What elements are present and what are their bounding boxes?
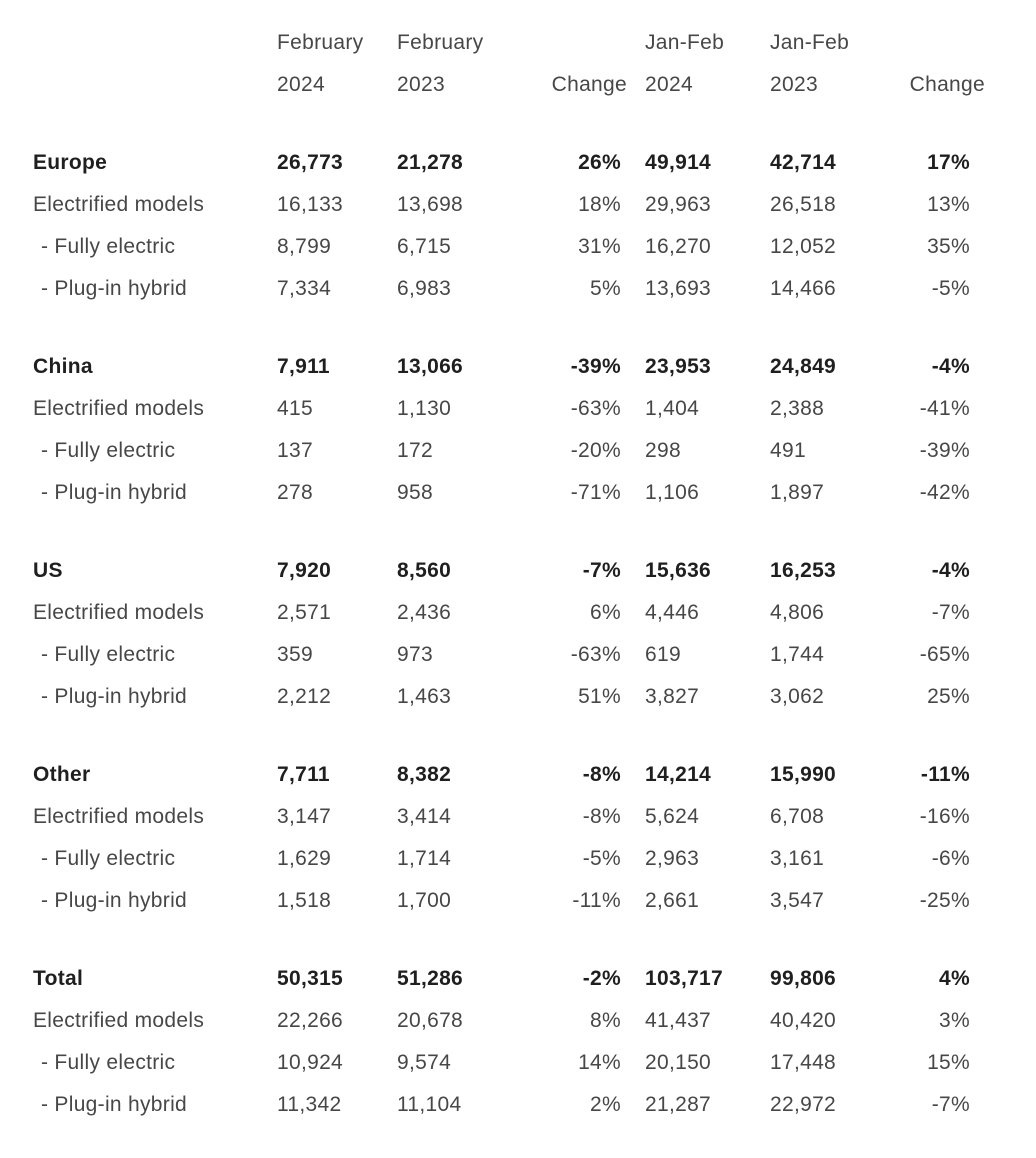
section-spacer xyxy=(33,514,985,550)
cell-change-janfeb: -11% xyxy=(920,763,970,786)
detail-row xyxy=(33,838,985,880)
table-body xyxy=(33,106,985,1126)
cell-feb-2024: 1,629 xyxy=(277,847,332,870)
cell-janfeb-2024: 1,106 xyxy=(645,481,700,504)
cell-feb-2023: 21,278 xyxy=(397,151,464,174)
cell-janfeb-2024: 3,827 xyxy=(645,685,700,708)
cell-janfeb-2023: 3,161 xyxy=(770,847,825,870)
cell-janfeb-2024: 2,661 xyxy=(645,889,700,912)
detail-row xyxy=(33,880,985,922)
cell-change-janfeb: -7% xyxy=(931,601,970,624)
section-spacer xyxy=(33,718,985,754)
header-janfeb-2024-period: Jan-Feb xyxy=(645,31,725,54)
cell-feb-2024: 278 xyxy=(277,481,313,504)
cell-change-feb: -39% xyxy=(570,355,621,378)
detail-row xyxy=(33,388,985,430)
row-label: Electrified models xyxy=(33,805,205,828)
cell-feb-2023: 6,715 xyxy=(397,235,452,258)
cell-janfeb-2023: 14,466 xyxy=(770,277,837,300)
row-label: Electrified models xyxy=(33,193,205,216)
cell-change-feb: -7% xyxy=(582,559,621,582)
cell-janfeb-2024: 23,953 xyxy=(645,355,712,378)
cell-janfeb-2024: 21,287 xyxy=(645,1093,712,1116)
cell-feb-2024: 3,147 xyxy=(277,805,332,828)
cell-janfeb-2024: 298 xyxy=(645,439,681,462)
cell-feb-2024: 1,518 xyxy=(277,889,332,912)
cell-janfeb-2024: 619 xyxy=(645,643,681,666)
cell-feb-2023: 8,560 xyxy=(397,559,452,582)
row-label: Europe xyxy=(33,151,108,174)
cell-janfeb-2024: 41,437 xyxy=(645,1009,712,1032)
cell-janfeb-2023: 3,547 xyxy=(770,889,825,912)
header-change-feb: Change xyxy=(551,73,627,96)
detail-row xyxy=(33,1084,985,1126)
row-label: - Plug-in hybrid xyxy=(41,481,188,504)
cell-janfeb-2023: 1,897 xyxy=(770,481,825,504)
cell-change-feb: -2% xyxy=(582,967,621,990)
cell-change-feb: 5% xyxy=(590,277,621,300)
detail-row xyxy=(33,592,985,634)
header-janfeb-2023-period: Jan-Feb xyxy=(770,31,850,54)
cell-change-feb: 8% xyxy=(590,1009,621,1032)
cell-feb-2023: 1,700 xyxy=(397,889,452,912)
cell-change-feb: 2% xyxy=(590,1093,621,1116)
region-row-china xyxy=(33,346,985,388)
cell-change-feb: -20% xyxy=(570,439,621,462)
cell-change-janfeb: 35% xyxy=(927,235,970,258)
header-feb-2023-period: February xyxy=(397,31,484,54)
cell-janfeb-2024: 13,693 xyxy=(645,277,712,300)
section-spacer xyxy=(33,106,985,142)
row-label: Electrified models xyxy=(33,1009,205,1032)
detail-row xyxy=(33,634,985,676)
cell-change-janfeb: -42% xyxy=(919,481,970,504)
cell-janfeb-2023: 26,518 xyxy=(770,193,837,216)
cell-janfeb-2024: 49,914 xyxy=(645,151,712,174)
cell-janfeb-2023: 12,052 xyxy=(770,235,837,258)
cell-feb-2023: 51,286 xyxy=(397,967,464,990)
row-label: China xyxy=(33,355,93,378)
cell-janfeb-2024: 16,270 xyxy=(645,235,712,258)
cell-feb-2023: 13,066 xyxy=(397,355,464,378)
cell-change-janfeb: -5% xyxy=(931,277,970,300)
cell-change-feb: -5% xyxy=(582,847,621,870)
header-change-janfeb: Change xyxy=(909,73,985,96)
cell-janfeb-2024: 5,624 xyxy=(645,805,700,828)
cell-feb-2023: 13,698 xyxy=(397,193,464,216)
cell-change-janfeb: -39% xyxy=(919,439,970,462)
cell-feb-2023: 973 xyxy=(397,643,433,666)
cell-janfeb-2024: 103,717 xyxy=(645,967,724,990)
cell-janfeb-2023: 15,990 xyxy=(770,763,837,786)
cell-feb-2024: 137 xyxy=(277,439,313,462)
cell-feb-2023: 8,382 xyxy=(397,763,452,786)
cell-feb-2023: 2,436 xyxy=(397,601,452,624)
cell-change-feb: -71% xyxy=(570,481,621,504)
cell-feb-2024: 50,315 xyxy=(277,967,344,990)
row-label: Total xyxy=(33,967,84,990)
cell-feb-2024: 7,334 xyxy=(277,277,332,300)
cell-janfeb-2024: 29,963 xyxy=(645,193,712,216)
cell-change-feb: -8% xyxy=(582,763,621,786)
cell-janfeb-2024: 2,963 xyxy=(645,847,700,870)
cell-change-feb: -63% xyxy=(570,397,621,420)
cell-change-feb: 14% xyxy=(578,1051,621,1074)
row-label: - Fully electric xyxy=(41,643,176,666)
cell-feb-2023: 20,678 xyxy=(397,1009,464,1032)
cell-janfeb-2024: 14,214 xyxy=(645,763,712,786)
cell-change-feb: 26% xyxy=(578,151,621,174)
cell-change-janfeb: 17% xyxy=(927,151,970,174)
header-change-janfeb-spacer xyxy=(890,22,985,64)
cell-janfeb-2024: 1,404 xyxy=(645,397,700,420)
cell-change-janfeb: -7% xyxy=(931,1093,970,1116)
cell-change-feb: -63% xyxy=(570,643,621,666)
table-header xyxy=(33,22,985,106)
cell-feb-2024: 415 xyxy=(277,397,313,420)
cell-change-janfeb: -41% xyxy=(919,397,970,420)
header-feb-2023-year: 2023 xyxy=(397,73,445,96)
cell-change-feb: 6% xyxy=(590,601,621,624)
cell-janfeb-2023: 99,806 xyxy=(770,967,837,990)
cell-feb-2023: 1,463 xyxy=(397,685,452,708)
cell-janfeb-2024: 20,150 xyxy=(645,1051,712,1074)
cell-change-janfeb: -4% xyxy=(931,559,970,582)
row-label: Electrified models xyxy=(33,397,205,420)
header-feb-2024-year: 2024 xyxy=(277,73,325,96)
cell-change-feb: -8% xyxy=(582,805,621,828)
cell-feb-2024: 26,773 xyxy=(277,151,344,174)
header-row-year xyxy=(33,64,985,106)
region-row-total xyxy=(33,958,985,1000)
cell-feb-2024: 7,911 xyxy=(277,355,330,378)
row-label: - Plug-in hybrid xyxy=(41,277,188,300)
row-label: US xyxy=(33,559,63,582)
cell-janfeb-2024: 15,636 xyxy=(645,559,712,582)
row-label: Electrified models xyxy=(33,601,205,624)
cell-change-janfeb: 4% xyxy=(939,967,970,990)
cell-feb-2024: 22,266 xyxy=(277,1009,344,1032)
row-label: - Plug-in hybrid xyxy=(41,889,188,912)
cell-change-janfeb: 3% xyxy=(939,1009,970,1032)
header-label-spacer xyxy=(33,22,277,64)
cell-change-janfeb: 15% xyxy=(927,1051,970,1074)
cell-change-janfeb: -4% xyxy=(931,355,970,378)
row-label: - Fully electric xyxy=(41,1051,176,1074)
cell-feb-2024: 16,133 xyxy=(277,193,344,216)
cell-feb-2024: 7,920 xyxy=(277,559,332,582)
cell-change-janfeb: 13% xyxy=(927,193,970,216)
cell-feb-2024: 359 xyxy=(277,643,313,666)
cell-feb-2023: 6,983 xyxy=(397,277,452,300)
cell-feb-2024: 2,212 xyxy=(277,685,332,708)
header-janfeb-2024-year: 2024 xyxy=(645,73,693,96)
cell-change-janfeb: -65% xyxy=(919,643,970,666)
cell-feb-2024: 10,924 xyxy=(277,1051,344,1074)
cell-change-janfeb: -25% xyxy=(919,889,970,912)
row-label: Other xyxy=(33,763,91,786)
cell-feb-2023: 1,714 xyxy=(397,847,452,870)
cell-feb-2024: 2,571 xyxy=(277,601,332,624)
cell-feb-2024: 11,342 xyxy=(277,1093,342,1116)
detail-row xyxy=(33,430,985,472)
detail-row xyxy=(33,184,985,226)
cell-feb-2023: 958 xyxy=(397,481,433,504)
region-row-europe xyxy=(33,142,985,184)
header-change-feb-spacer xyxy=(517,22,627,64)
section-spacer xyxy=(33,922,985,958)
cell-feb-2024: 8,799 xyxy=(277,235,332,258)
header-label-year-spacer xyxy=(33,64,277,106)
cell-janfeb-2023: 1,744 xyxy=(770,643,825,666)
cell-feb-2023: 11,104 xyxy=(397,1093,462,1116)
cell-janfeb-2023: 17,448 xyxy=(770,1051,837,1074)
cell-janfeb-2023: 22,972 xyxy=(770,1093,837,1116)
detail-row xyxy=(33,1000,985,1042)
row-label: - Fully electric xyxy=(41,847,176,870)
row-label: - Plug-in hybrid xyxy=(41,1093,188,1116)
cell-janfeb-2024: 4,446 xyxy=(645,601,700,624)
detail-row xyxy=(33,1042,985,1084)
header-feb-2024-period: February xyxy=(277,31,364,54)
header-janfeb-2023-year: 2023 xyxy=(770,73,818,96)
detail-row xyxy=(33,226,985,268)
region-row-other xyxy=(33,754,985,796)
cell-janfeb-2023: 2,388 xyxy=(770,397,825,420)
cell-janfeb-2023: 24,849 xyxy=(770,355,837,378)
cell-janfeb-2023: 6,708 xyxy=(770,805,825,828)
region-row-us xyxy=(33,550,985,592)
section-spacer xyxy=(33,310,985,346)
cell-feb-2023: 172 xyxy=(397,439,433,462)
cell-feb-2023: 9,574 xyxy=(397,1051,452,1074)
cell-janfeb-2023: 4,806 xyxy=(770,601,825,624)
detail-row xyxy=(33,676,985,718)
cell-change-janfeb: -6% xyxy=(931,847,970,870)
cell-change-janfeb: -16% xyxy=(919,805,970,828)
header-row-period xyxy=(33,22,985,64)
cell-change-janfeb: 25% xyxy=(927,685,970,708)
cell-change-feb: 31% xyxy=(578,235,621,258)
cell-feb-2023: 3,414 xyxy=(397,805,452,828)
detail-row xyxy=(33,472,985,514)
cell-feb-2023: 1,130 xyxy=(397,397,452,420)
cell-janfeb-2023: 3,062 xyxy=(770,685,825,708)
row-label: - Plug-in hybrid xyxy=(41,685,188,708)
cell-change-feb: -11% xyxy=(572,889,621,912)
cell-janfeb-2023: 40,420 xyxy=(770,1009,837,1032)
detail-row xyxy=(33,268,985,310)
cell-change-feb: 51% xyxy=(578,685,621,708)
cell-change-feb: 18% xyxy=(578,193,621,216)
row-label: - Fully electric xyxy=(41,235,176,258)
cell-janfeb-2023: 42,714 xyxy=(770,151,837,174)
detail-row xyxy=(33,796,985,838)
cell-janfeb-2023: 491 xyxy=(770,439,806,462)
row-label: - Fully electric xyxy=(41,439,176,462)
cell-janfeb-2023: 16,253 xyxy=(770,559,837,582)
cell-feb-2024: 7,711 xyxy=(277,763,330,786)
sales-by-region-table xyxy=(33,22,985,1126)
